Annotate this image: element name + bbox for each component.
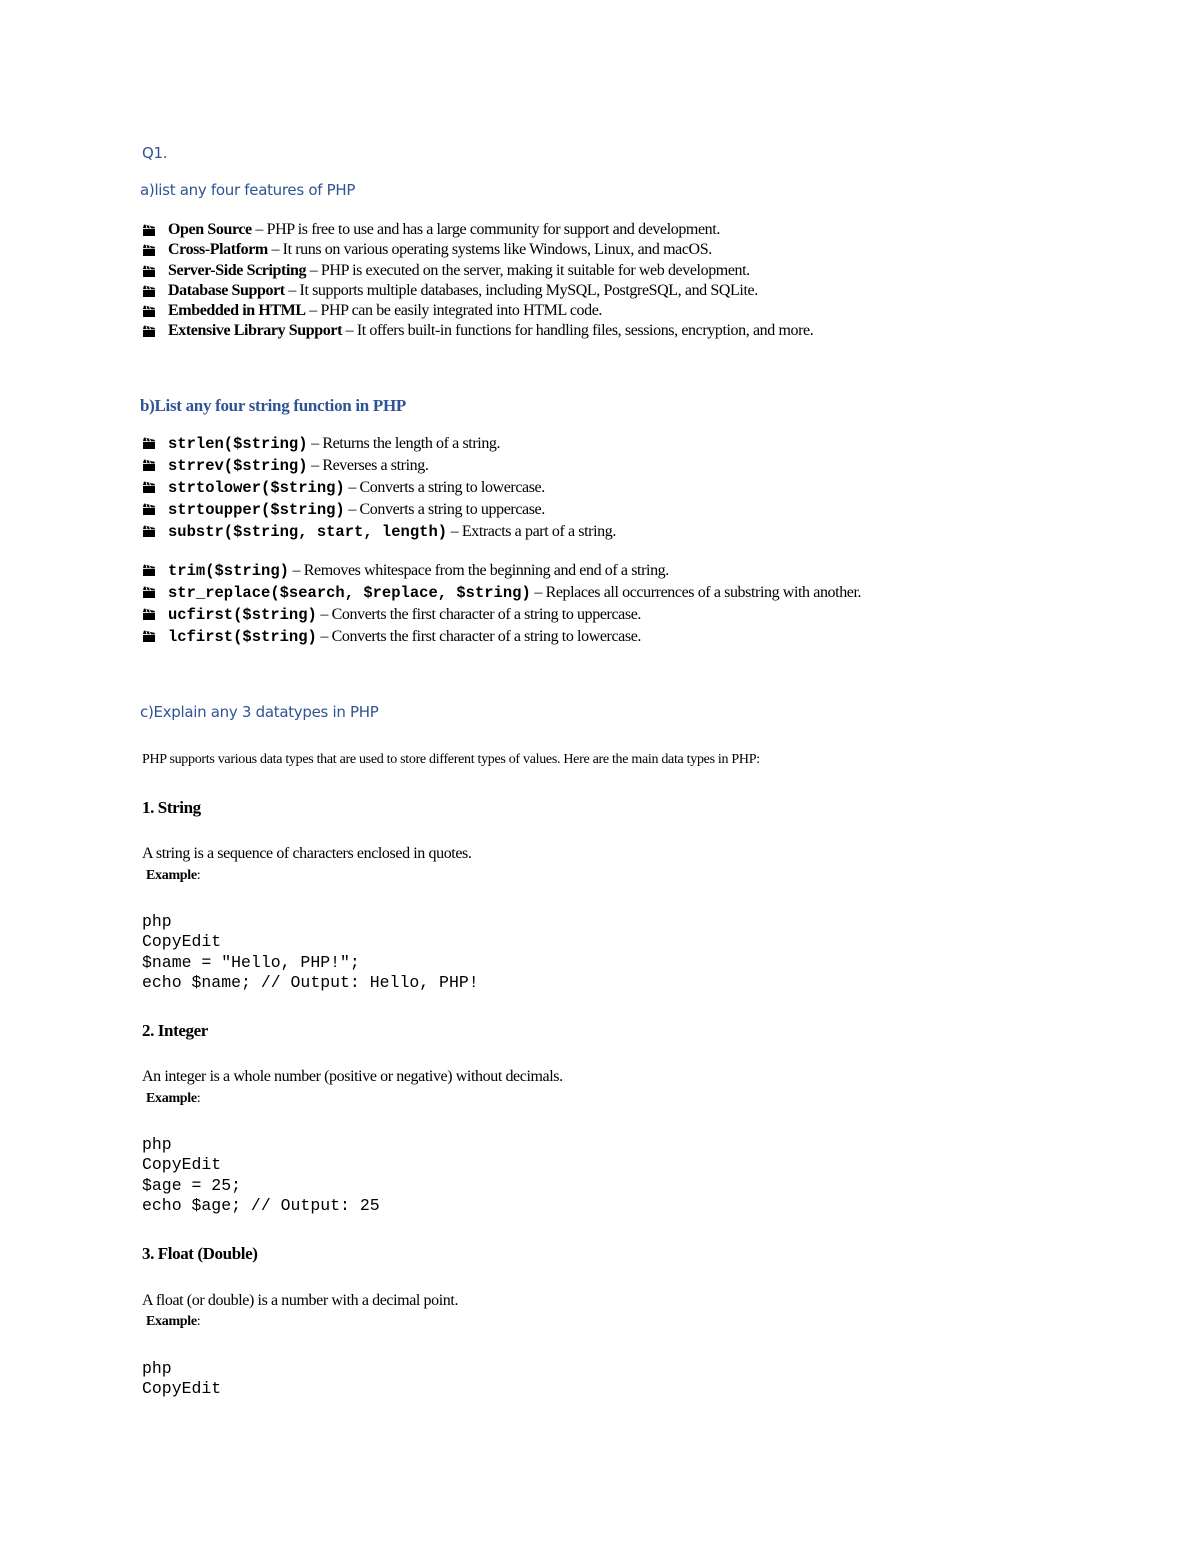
features-list xyxy=(142,220,813,342)
datatypes-intro: PHP supports various data types that are used to store different types of values. Here are the main data types in PHP: xyxy=(142,752,760,767)
list-item: strtoupper($string) – Converts a string to uppercase. xyxy=(142,499,616,521)
list-item: Cross-Platform – It runs on various operating systems like Windows, Linux, and macOS. xyxy=(142,240,813,260)
clapperboard-icon xyxy=(142,223,156,237)
clapperboard-icon xyxy=(142,480,156,494)
code-block-integer: php CopyEdit $age = 25; echo $age; // Output: 25 xyxy=(142,1135,380,1215)
datatype-desc-integer: An integer is a whole number (positive or negative) without decimals. xyxy=(142,1068,563,1085)
section-b-heading: b)List any four string function in PHP xyxy=(140,396,406,415)
datatype-title-float: 3. Float (Double) xyxy=(142,1244,258,1263)
list-item: strtolower($string) – Converts a string to lowercase. xyxy=(142,477,616,499)
example-label: Example: xyxy=(146,1314,201,1329)
clapperboard-icon xyxy=(142,304,156,318)
clapperboard-icon xyxy=(142,629,156,643)
list-item: strrev($string) – Reverses a string. xyxy=(142,455,616,477)
clapperboard-icon xyxy=(142,585,156,599)
clapperboard-icon xyxy=(142,458,156,472)
string-functions-list-2 xyxy=(142,560,861,648)
question-label: Q1. xyxy=(142,144,168,162)
list-item: Database Support – It supports multiple databases, including MySQL, PostgreSQL, and SQLite. xyxy=(142,281,813,301)
clapperboard-icon xyxy=(142,436,156,450)
list-item: str_replace($search, $replace, $string) – Replaces all occurrences of a substring with another. xyxy=(142,582,861,604)
clapperboard-icon xyxy=(142,324,156,338)
clapperboard-icon xyxy=(142,524,156,538)
clapperboard-icon xyxy=(142,264,156,278)
list-item: ucfirst($string) – Converts the first character of a string to uppercase. xyxy=(142,604,861,626)
code-block-float: php CopyEdit xyxy=(142,1359,222,1399)
list-item: substr($string, start, length) – Extracts a part of a string. xyxy=(142,521,616,543)
datatype-desc-float: A float (or double) is a number with a decimal point. xyxy=(142,1292,459,1309)
clapperboard-icon xyxy=(142,502,156,516)
clapperboard-icon xyxy=(142,243,156,257)
clapperboard-icon xyxy=(142,607,156,621)
string-functions-list-1 xyxy=(142,433,616,543)
section-c-heading: c)Explain any 3 datatypes in PHP xyxy=(140,703,379,721)
code-block-string: php CopyEdit $name = "Hello, PHP!"; echo $name; // Output: Hello, PHP! xyxy=(142,912,479,992)
clapperboard-icon xyxy=(142,563,156,577)
section-a-heading: a)list any four features of PHP xyxy=(140,181,356,199)
datatype-title-integer: 2. Integer xyxy=(142,1021,208,1040)
list-item: Server-Side Scripting – PHP is executed on the server, making it suitable for web development. xyxy=(142,261,813,281)
clapperboard-icon xyxy=(142,284,156,298)
list-item: Embedded in HTML – PHP can be easily integrated into HTML code. xyxy=(142,301,813,321)
datatype-title-string: 1. String xyxy=(142,798,201,817)
list-item: strlen($string) – Returns the length of a string. xyxy=(142,433,616,455)
example-label: Example: xyxy=(146,1091,201,1106)
list-item: trim($string) – Removes whitespace from the beginning and end of a string. xyxy=(142,560,861,582)
list-item: Extensive Library Support – It offers built-in functions for handling files, sessions, encryption, and more. xyxy=(142,321,813,341)
list-item: Open Source – PHP is free to use and has a large community for support and development. xyxy=(142,220,813,240)
list-item: lcfirst($string) – Converts the first character of a string to lowercase. xyxy=(142,626,861,648)
datatype-desc-string: A string is a sequence of characters enclosed in quotes. xyxy=(142,845,472,862)
example-label: Example: xyxy=(146,868,201,883)
